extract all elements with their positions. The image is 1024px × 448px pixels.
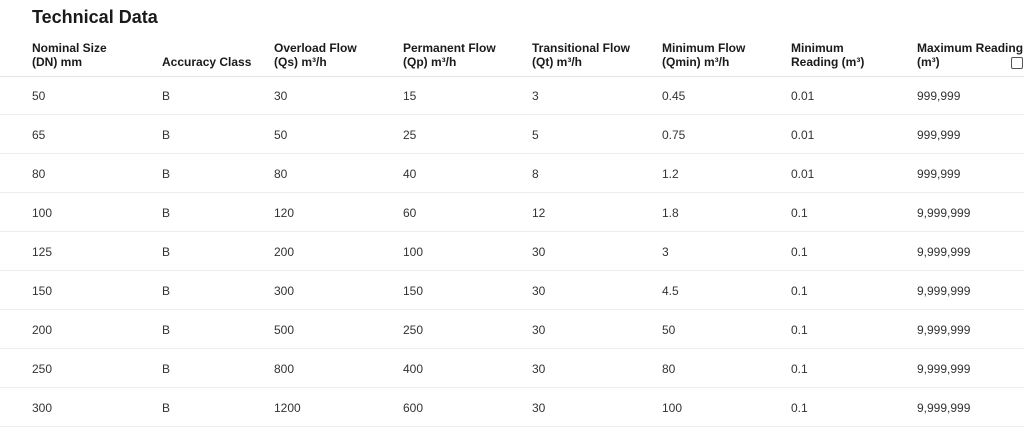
table-cell: 0.1 bbox=[791, 401, 808, 415]
table-row bbox=[0, 154, 1024, 193]
table-cell: B bbox=[162, 362, 171, 376]
table-cell: 80 bbox=[274, 167, 288, 181]
table-cell: 120 bbox=[274, 206, 295, 220]
table-cell: 150 bbox=[403, 284, 424, 298]
table-cell: B bbox=[162, 89, 171, 103]
table-cell: 100 bbox=[403, 245, 424, 259]
table-cell: 50 bbox=[32, 89, 46, 103]
table-row bbox=[0, 115, 1024, 154]
table-cell: B bbox=[162, 206, 171, 220]
table-row bbox=[0, 349, 1024, 388]
table-cell: 4.5 bbox=[662, 284, 679, 298]
table-cell: 150 bbox=[32, 284, 53, 298]
table-cell: 800 bbox=[274, 362, 295, 376]
column-header-0-line-2: (DN) mm bbox=[32, 55, 82, 69]
table-cell: 999,999 bbox=[917, 128, 961, 142]
table-cell: 30 bbox=[532, 323, 546, 337]
column-header-5-line-2: (Qmin) m³/h bbox=[662, 55, 730, 69]
table-cell: 999,999 bbox=[917, 167, 961, 181]
table-row bbox=[0, 310, 1024, 349]
column-header-1: Accuracy Class bbox=[162, 55, 252, 69]
table-cell: B bbox=[162, 284, 171, 298]
column-header-3-line-2: (Qp) m³/h bbox=[403, 55, 457, 69]
table-cell: 15 bbox=[403, 89, 417, 103]
table-cell: 50 bbox=[274, 128, 288, 142]
table-cell: 200 bbox=[274, 245, 295, 259]
table-cell: 80 bbox=[662, 362, 676, 376]
table-cell: 3 bbox=[532, 89, 539, 103]
table-cell: 12 bbox=[532, 206, 546, 220]
table-cell: 65 bbox=[32, 128, 46, 142]
table-cell: 0.1 bbox=[791, 245, 808, 259]
table-row bbox=[0, 193, 1024, 232]
table-row bbox=[0, 271, 1024, 310]
table-cell: 999,999 bbox=[917, 89, 961, 103]
table-cell: 30 bbox=[532, 401, 546, 415]
table-cell: 100 bbox=[32, 206, 53, 220]
table-cell: B bbox=[162, 245, 171, 259]
table-header bbox=[0, 38, 1024, 77]
table-cell: 300 bbox=[32, 401, 53, 415]
table-cell: 9,999,999 bbox=[917, 245, 971, 259]
table-cell: 40 bbox=[403, 167, 417, 181]
column-header-4-line-2: (Qt) m³/h bbox=[532, 55, 582, 69]
table-cell: B bbox=[162, 323, 171, 337]
table-cell: B bbox=[162, 128, 171, 142]
column-header-6-line-2: Reading (m³) bbox=[791, 55, 865, 69]
table-cell: 5 bbox=[532, 128, 539, 142]
table-cell: 1.8 bbox=[662, 206, 679, 220]
table-cell: 30 bbox=[532, 284, 546, 298]
table-cell: 3 bbox=[662, 245, 669, 259]
table-row bbox=[0, 76, 1024, 115]
table-cell: 1200 bbox=[274, 401, 301, 415]
column-header-2-line-1: Overload Flow bbox=[274, 41, 357, 55]
table-cell: 30 bbox=[532, 245, 546, 259]
table-cell: 0.01 bbox=[791, 167, 815, 181]
table-cell: 8 bbox=[532, 167, 539, 181]
table-cell: 125 bbox=[32, 245, 53, 259]
table-cell: 0.01 bbox=[791, 128, 815, 142]
column-header-5-line-1: Minimum Flow bbox=[662, 41, 746, 55]
table-cell: 400 bbox=[403, 362, 424, 376]
page-title: Technical Data bbox=[32, 7, 158, 27]
table-cell: 1.2 bbox=[662, 167, 679, 181]
table-cell: 0.1 bbox=[791, 362, 808, 376]
column-header-7-line-1: Maximum Reading bbox=[917, 41, 1024, 55]
table-cell: 60 bbox=[403, 206, 417, 220]
column-header-6-line-1: Minimum bbox=[791, 41, 844, 55]
table-cell: 50 bbox=[662, 323, 676, 337]
table-cell: 25 bbox=[403, 128, 417, 142]
table-cell: 0.1 bbox=[791, 206, 808, 220]
column-checkbox[interactable] bbox=[1011, 57, 1023, 69]
table-cell: 9,999,999 bbox=[917, 206, 971, 220]
table-cell: 600 bbox=[403, 401, 424, 415]
column-header-3-line-1: Permanent Flow bbox=[403, 41, 496, 55]
table-cell: 250 bbox=[32, 362, 53, 376]
table-cell: 250 bbox=[403, 323, 424, 337]
table-cell: 30 bbox=[532, 362, 546, 376]
table-cell: 9,999,999 bbox=[917, 284, 971, 298]
table-cell: 200 bbox=[32, 323, 53, 337]
table-cell: 80 bbox=[32, 167, 46, 181]
column-header-2-line-2: (Qs) m³/h bbox=[274, 55, 327, 69]
table-cell: B bbox=[162, 167, 171, 181]
table-body bbox=[0, 76, 1024, 427]
table-cell: 100 bbox=[662, 401, 683, 415]
table-cell: 9,999,999 bbox=[917, 323, 971, 337]
table-cell: 300 bbox=[274, 284, 295, 298]
table-cell: 9,999,999 bbox=[917, 362, 971, 376]
table-cell: 500 bbox=[274, 323, 295, 337]
table-row bbox=[0, 232, 1024, 271]
column-header-0-line-1: Nominal Size bbox=[32, 41, 107, 55]
table-row bbox=[0, 388, 1024, 427]
table-cell: 30 bbox=[274, 89, 288, 103]
column-header-7-line-2: (m³) bbox=[917, 55, 940, 69]
table-cell: 0.45 bbox=[662, 89, 686, 103]
table-cell: 0.1 bbox=[791, 323, 808, 337]
table-cell: B bbox=[162, 401, 171, 415]
table-cell: 0.1 bbox=[791, 284, 808, 298]
table-cell: 9,999,999 bbox=[917, 401, 971, 415]
table-cell: 0.75 bbox=[662, 128, 686, 142]
table-cell: 0.01 bbox=[791, 89, 815, 103]
column-header-4-line-1: Transitional Flow bbox=[532, 41, 631, 55]
